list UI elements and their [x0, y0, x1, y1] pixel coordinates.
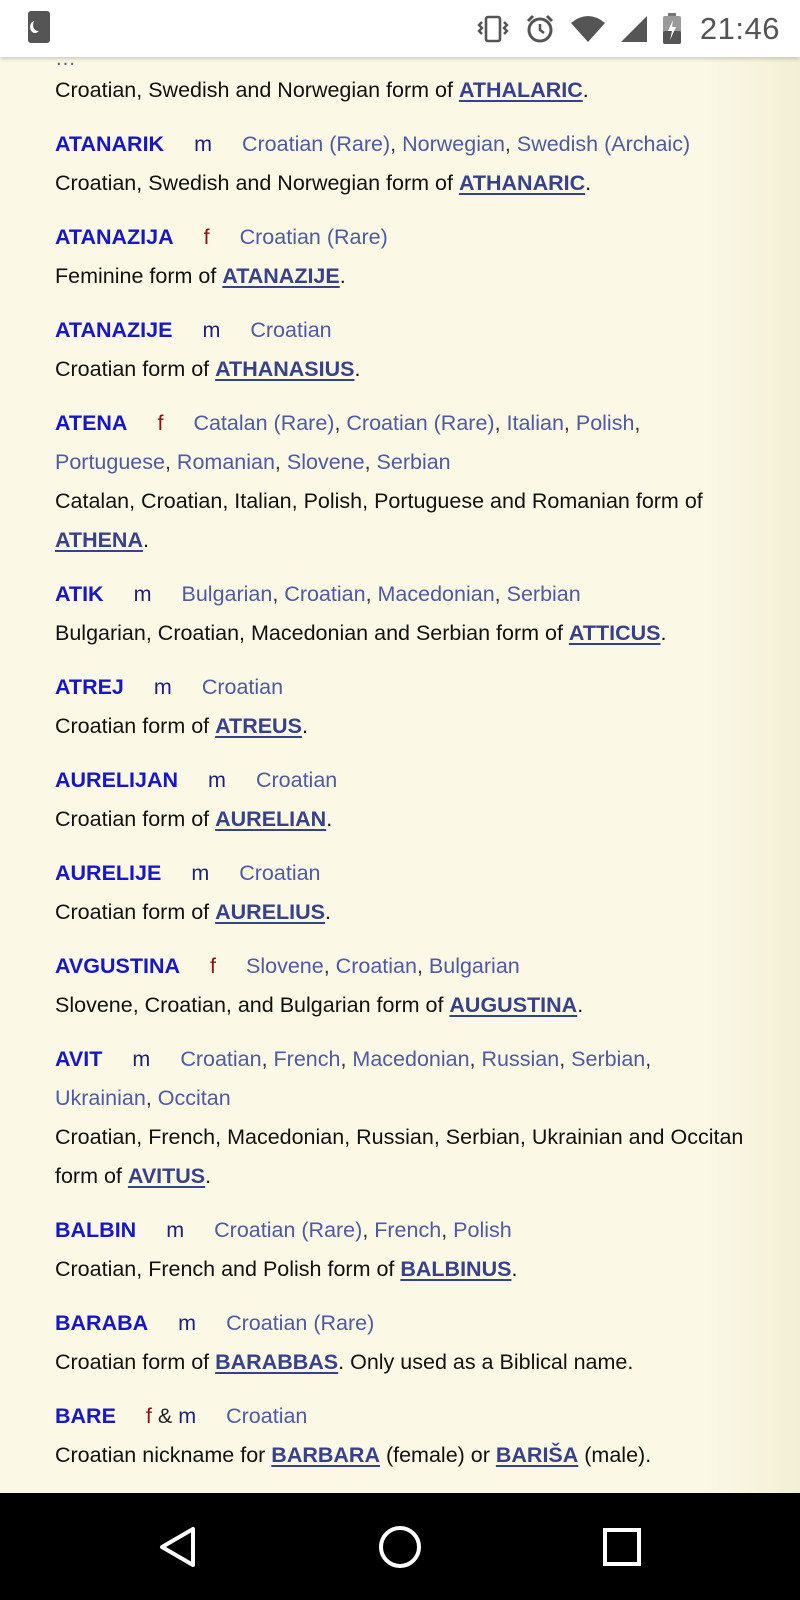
name-entry: [55, 71, 745, 110]
description-text: (female) or: [379, 1443, 496, 1467]
name-entry: [55, 404, 745, 560]
language-link[interactable]: Bulgarian: [428, 954, 520, 978]
gender-label: f: [203, 225, 210, 249]
cutoff-previous-line: …: [55, 57, 76, 70]
entry-header: [55, 1304, 745, 1343]
name-link[interactable]: AURELIJE: [55, 861, 162, 885]
reference-link[interactable]: ATANAZIJE: [222, 264, 340, 288]
description-text: Croatian form of: [55, 357, 216, 381]
language-link[interactable]: Croatian: [201, 675, 284, 699]
name-entry: [55, 1397, 745, 1475]
entry-header: AVIT m Croatian, French, Macedonian, Russian, Serbian, Ukrainian, Occitan: [55, 1047, 652, 1110]
language-link[interactable]: Macedonian: [377, 582, 495, 606]
gender-label: m: [153, 675, 172, 699]
entry-header: [55, 1397, 745, 1436]
description-text: .: [142, 528, 149, 552]
description-text: Croatian form of: [55, 714, 216, 738]
language-link[interactable]: Croatian: [335, 954, 417, 978]
gender-label: m: [132, 1047, 151, 1071]
home-button[interactable]: [340, 1493, 460, 1600]
battery-charging-icon: [662, 13, 682, 45]
description-text: .: [511, 1257, 518, 1281]
gender-label: m: [166, 1218, 185, 1242]
name-link[interactable]: BALBIN: [55, 1218, 137, 1242]
description-text: (male).: [578, 1443, 652, 1467]
language-link[interactable]: Croatian: [239, 861, 321, 885]
name-entry: [55, 1040, 745, 1196]
gender-label: f & m: [145, 1404, 197, 1428]
entry-description: [55, 800, 745, 839]
entry-description: [55, 482, 745, 560]
language-link[interactable]: Slovene: [246, 954, 324, 978]
language-link[interactable]: Croatian (Rare): [239, 225, 388, 249]
name-entry: [55, 761, 745, 839]
cell-signal-icon: [620, 15, 648, 43]
entry-description: [55, 1250, 745, 1289]
back-button[interactable]: [118, 1493, 238, 1600]
entry-header: ATENA f Catalan (Rare), Croatian (Rare), Italian, Polish, Portuguese, Romanian, Slovene, Serbian: [55, 411, 641, 474]
name-entry: [55, 1304, 745, 1382]
entry-header: [55, 854, 745, 893]
language-link[interactable]: Norwegian: [402, 132, 505, 156]
reference-link[interactable]: BARIŠA: [495, 1443, 579, 1467]
description-text: .: [660, 621, 667, 645]
description-text: .: [585, 171, 592, 195]
description-text: .: [339, 264, 346, 288]
description-text: Croatian, Swedish and Norwegian form of: [55, 78, 459, 102]
vibrate-icon: [476, 14, 510, 44]
description-text: Bulgarian, Croatian, Macedonian and Serbian form of: [55, 621, 569, 645]
recents-square-icon: [603, 1528, 641, 1566]
description-text: Catalan, Croatian, Italian, Polish, Portuguese and Romanian form of: [55, 489, 703, 513]
description-text: . Only used as a Biblical name.: [338, 1350, 634, 1374]
entry-description: [55, 71, 745, 110]
gender-label: m: [202, 318, 221, 342]
language-link[interactable]: Croatian: [284, 582, 366, 606]
entry-description: [55, 707, 745, 746]
entry-description: [55, 1436, 745, 1475]
name-entries-list: [55, 57, 745, 1490]
name-entry: [55, 668, 745, 746]
description-text: Croatian, Swedish and Norwegian form of: [55, 171, 459, 195]
name-link[interactable]: AVIT: [55, 1047, 103, 1071]
language-link[interactable]: Occitan: [157, 1086, 231, 1110]
reference-link[interactable]: ATHANARIC: [458, 171, 586, 195]
name-link[interactable]: ATIK: [55, 582, 104, 606]
name-entry: [55, 218, 745, 296]
app-notification-icon: [28, 11, 50, 43]
entry-header: AVGUSTINA f Slovene, Croatian, Bulgarian: [55, 954, 520, 978]
language-link[interactable]: Croatian: [255, 768, 338, 792]
language-link[interactable]: Bulgarian: [181, 582, 273, 606]
reference-link[interactable]: BARBARA: [271, 1443, 380, 1467]
entry-description: [55, 164, 745, 203]
language-link[interactable]: Croatian: [180, 1047, 262, 1071]
entry-description: [55, 986, 745, 1025]
entry-header: BALBIN m Croatian (Rare), French, Polish: [55, 1218, 512, 1242]
gender-label: m: [178, 1311, 197, 1335]
entry-header: [55, 761, 745, 800]
language-link[interactable]: Croatian: [226, 1404, 308, 1428]
gender-label: f: [210, 954, 217, 978]
reference-link[interactable]: AVITUS: [127, 1164, 206, 1188]
name-link[interactable]: AURELIJAN: [55, 768, 179, 792]
language-link[interactable]: Romanian: [176, 450, 275, 474]
description-text: Croatian, French and Polish form of: [55, 1257, 401, 1281]
language-link[interactable]: Ukrainian: [55, 1086, 146, 1110]
alarm-icon: [524, 13, 556, 45]
language-link[interactable]: Catalan (Rare): [193, 411, 335, 435]
language-link[interactable]: Croatian: [250, 318, 332, 342]
name-entry: [55, 947, 745, 1025]
language-link[interactable]: Serbian: [506, 582, 581, 606]
description-text: .: [582, 78, 589, 102]
name-entry: [55, 575, 745, 653]
name-link[interactable]: ATENA: [55, 411, 128, 435]
reference-link[interactable]: BALBINUS: [400, 1257, 512, 1281]
reference-link[interactable]: BARABBAS: [215, 1350, 339, 1374]
language-link[interactable]: Russian: [481, 1047, 560, 1071]
back-triangle-icon: [157, 1526, 199, 1568]
reference-link[interactable]: AUGUSTINA: [449, 993, 578, 1017]
language-link[interactable]: Swedish (Archaic): [516, 132, 691, 156]
name-link[interactable]: AVGUSTINA: [55, 954, 181, 978]
description-text: Feminine form of: [55, 264, 223, 288]
entry-header: [55, 218, 745, 257]
status-time: 21:46: [699, 10, 780, 46]
name-link[interactable]: ATREJ: [55, 675, 124, 699]
description-text: .: [354, 357, 361, 381]
name-link[interactable]: ATANAZIJA: [55, 225, 174, 249]
language-link[interactable]: Italian: [506, 411, 564, 435]
name-entry: [55, 1211, 745, 1289]
entry-description: [55, 257, 745, 296]
status-bar: [0, 0, 800, 57]
language-link[interactable]: Polish: [575, 411, 635, 435]
entry-header: ATANARIK m Croatian (Rare), Norwegian, Swedish (Archaic): [55, 132, 691, 156]
reference-link[interactable]: AURELIUS: [215, 900, 326, 924]
entry-description: [55, 1118, 745, 1196]
reference-link[interactable]: ATTICUS: [568, 621, 661, 645]
language-link[interactable]: French: [374, 1218, 442, 1242]
description-text: Croatian form of: [55, 807, 216, 831]
language-link[interactable]: Croatian (Rare): [226, 1311, 375, 1335]
gender-label: f: [157, 411, 164, 435]
description-text: Slovene, Croatian, and Bulgarian form of: [55, 993, 450, 1017]
description-text: Croatian form of: [55, 900, 216, 924]
name-list-page[interactable]: [0, 57, 800, 1493]
gender-label: m: [194, 132, 212, 156]
description-text: Croatian nickname for: [55, 1443, 272, 1467]
reference-link[interactable]: AURELIAN: [215, 807, 327, 831]
language-link[interactable]: Serbian: [376, 450, 451, 474]
entry-description: [55, 893, 745, 932]
language-link[interactable]: Croatian (Rare): [214, 1218, 363, 1242]
language-link[interactable]: Portuguese: [55, 450, 165, 474]
language-link[interactable]: Slovene: [286, 450, 365, 474]
description-text: Croatian form of: [55, 1350, 216, 1374]
name-link[interactable]: ATANAZIJE: [55, 318, 173, 342]
language-link[interactable]: Croatian (Rare): [242, 132, 391, 156]
description-text: .: [205, 1164, 212, 1188]
entry-description: [55, 350, 745, 389]
reference-link[interactable]: ATHENA: [55, 528, 143, 552]
language-link[interactable]: Macedonian: [352, 1047, 470, 1071]
name-entry: [55, 125, 745, 203]
reference-link[interactable]: ATHANASIUS: [215, 357, 355, 381]
language-link[interactable]: French: [273, 1047, 341, 1071]
gender-label: m: [133, 582, 152, 606]
wifi-icon: [570, 15, 606, 43]
entry-header: ATIK m Bulgarian, Croatian, Macedonian, Serbian: [55, 582, 581, 606]
reference-link[interactable]: ATHALARIC: [458, 78, 583, 102]
gender-label: m: [208, 768, 226, 792]
description-text: .: [325, 900, 332, 924]
language-link[interactable]: Serbian: [571, 1047, 646, 1071]
recents-button[interactable]: [562, 1493, 682, 1600]
language-link[interactable]: Croatian (Rare): [346, 411, 495, 435]
description-text: .: [301, 714, 308, 738]
reference-link[interactable]: ATREUS: [215, 714, 302, 738]
name-link[interactable]: BARABA: [55, 1311, 149, 1335]
description-text: Croatian, French, Macedonian, Russian, Serbian, Ukrainian and Occitan form of: [55, 1125, 744, 1188]
home-circle-icon: [378, 1525, 422, 1569]
name-link[interactable]: ATANARIK: [55, 132, 165, 156]
language-link[interactable]: Polish: [453, 1218, 512, 1242]
entry-description: [55, 614, 745, 653]
description-text: .: [326, 807, 333, 831]
navigation-bar: [0, 1493, 800, 1600]
name-entry: [55, 311, 745, 389]
gender-label: m: [191, 861, 210, 885]
entry-description: [55, 1343, 745, 1382]
entry-header: [55, 668, 745, 707]
entry-header: [55, 311, 745, 350]
name-link[interactable]: BARE: [55, 1404, 116, 1428]
description-text: .: [577, 993, 584, 1017]
name-entry: [55, 854, 745, 932]
